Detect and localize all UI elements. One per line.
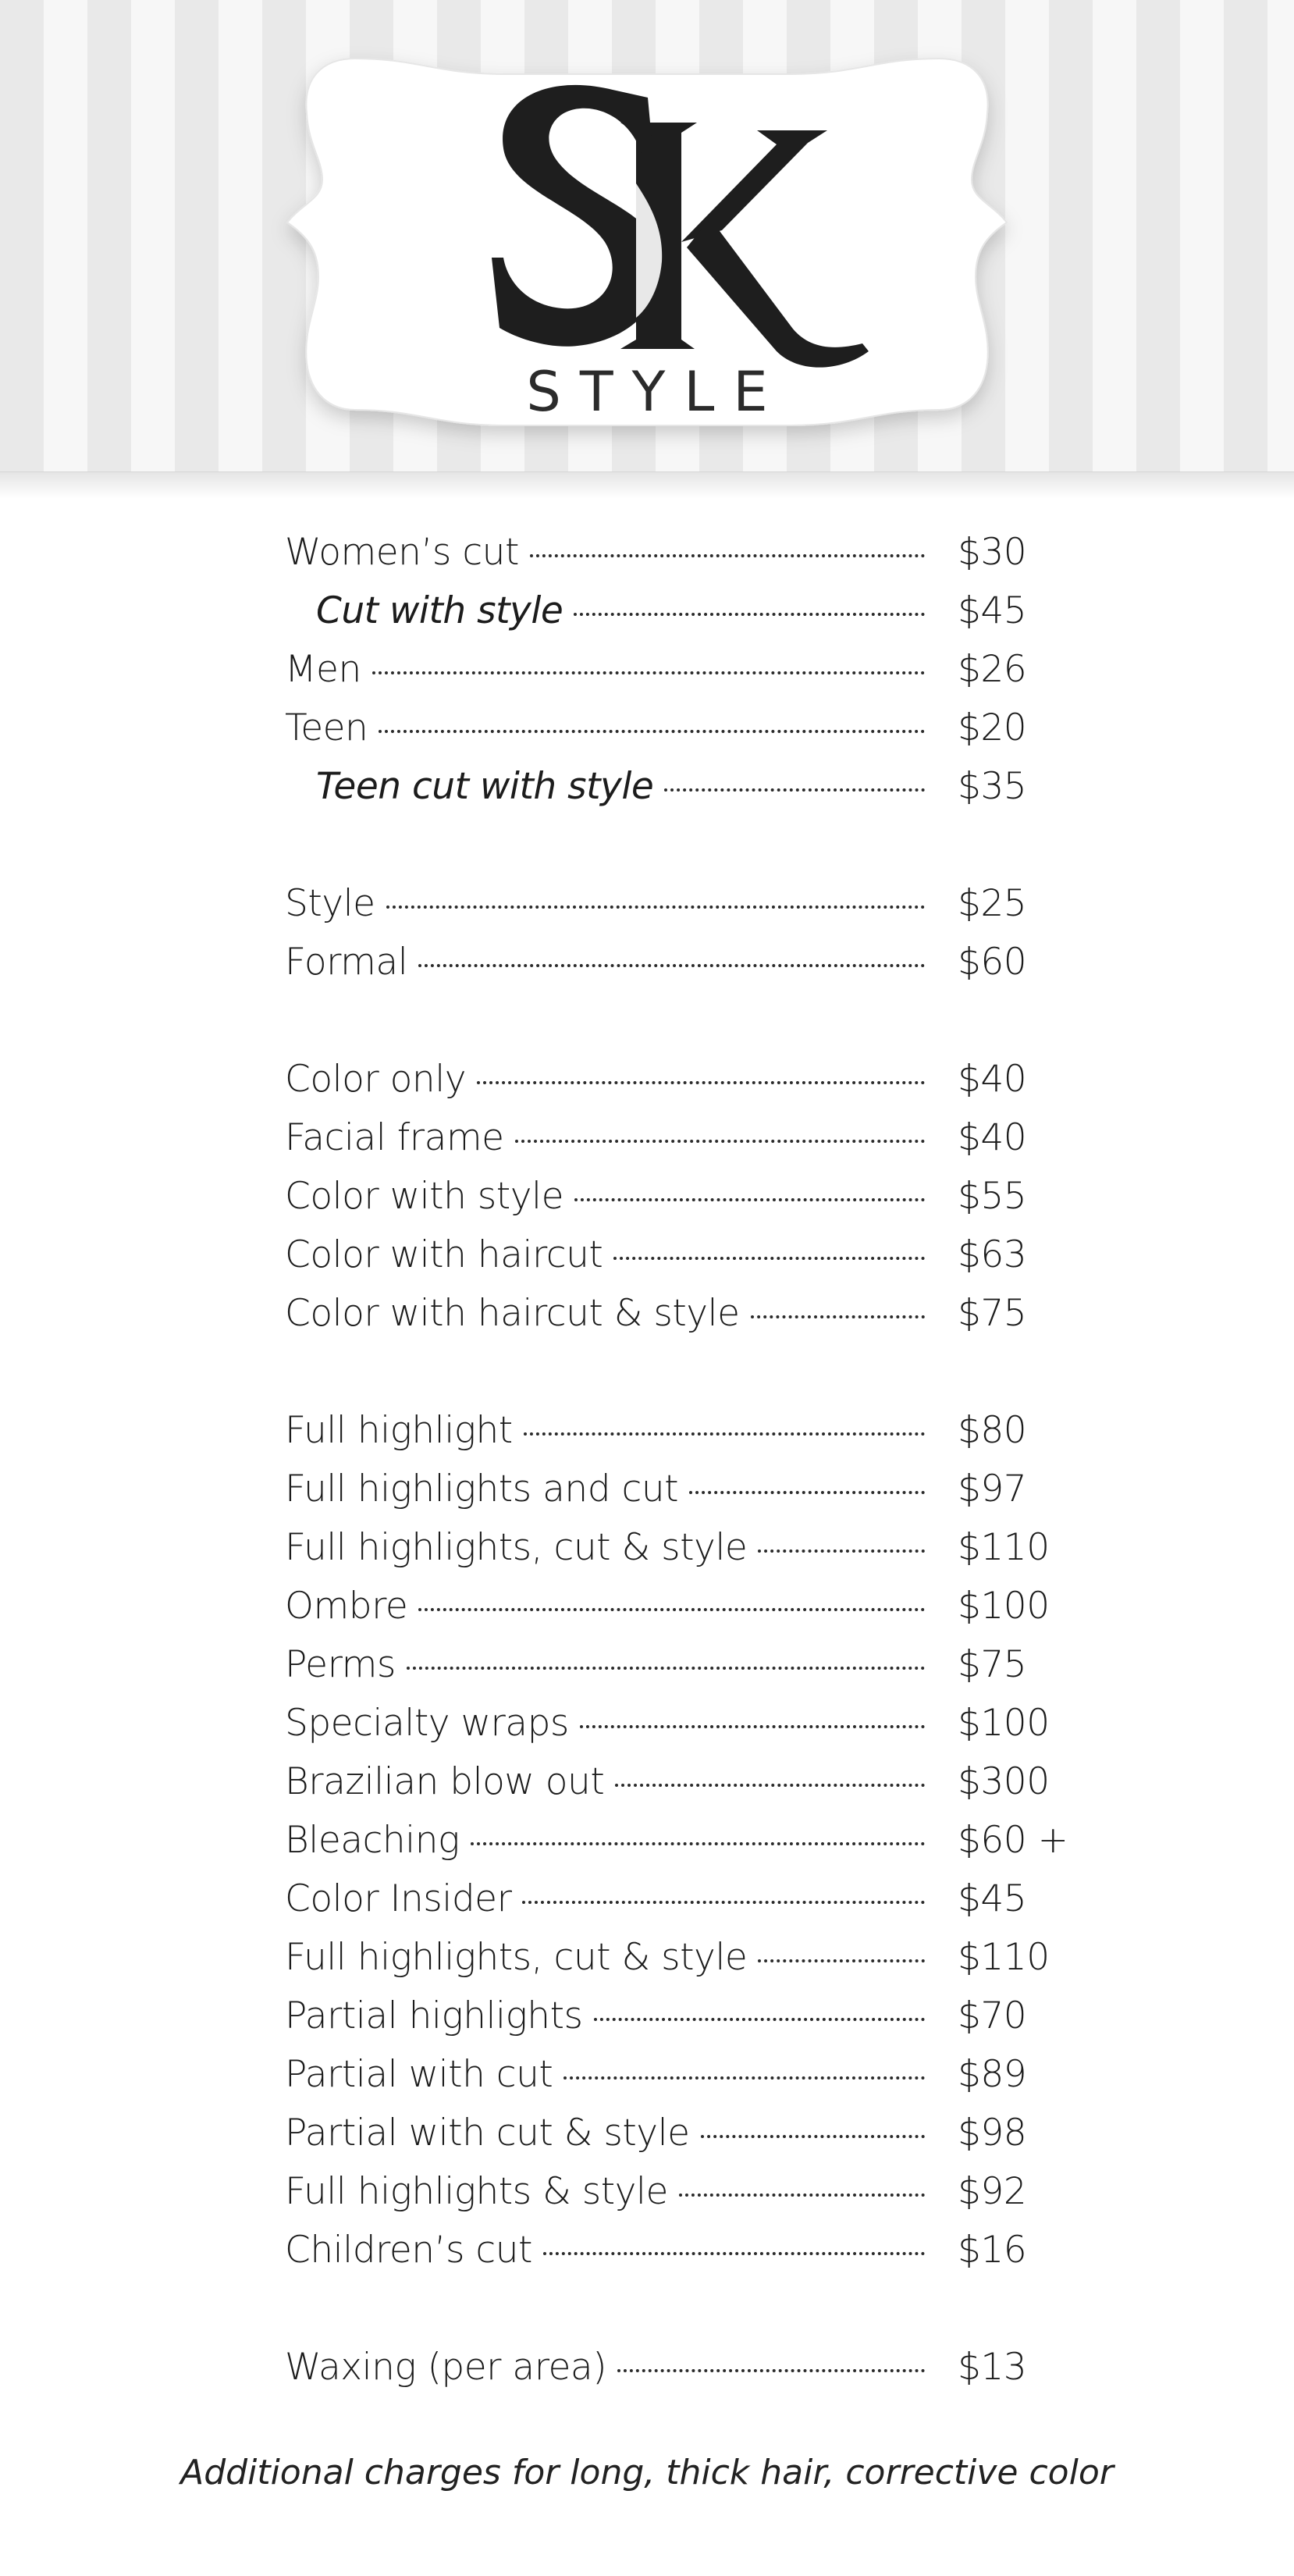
menu-row (285, 1284, 1065, 1343)
service-price: $60 + (958, 1819, 1068, 1862)
service-name: Color with haircut & style (285, 1292, 740, 1335)
dot-leader (530, 554, 925, 557)
service-name: Bleaching (285, 1819, 460, 1862)
menu-row (285, 1635, 1065, 1694)
service-name: Style (285, 882, 375, 925)
service-price: $55 (958, 1175, 1027, 1218)
service-price: $30 (958, 531, 1027, 574)
dot-leader (617, 2369, 925, 2372)
menu-row (285, 1460, 1065, 1518)
service-name: Full highlights, cut & style (285, 1526, 748, 1569)
service-price: $98 (958, 2112, 1027, 2154)
dot-leader (758, 1959, 925, 1962)
dot-leader (563, 2076, 925, 2080)
service-price: $110 (958, 1936, 1050, 1979)
dot-leader (751, 1315, 925, 1318)
menu-row (285, 2338, 1065, 2396)
menu-row (285, 874, 1065, 933)
menu-row (285, 2045, 1065, 2104)
service-name: Specialty wraps (285, 1702, 569, 1745)
service-price: $20 (958, 706, 1027, 749)
menu-row (285, 699, 1065, 757)
service-price: $110 (958, 1526, 1050, 1569)
service-price: $16 (958, 2229, 1027, 2272)
service-price: $80 (958, 1409, 1027, 1452)
menu-row (285, 523, 1065, 582)
service-price: $97 (958, 1468, 1027, 1510)
menu-row (285, 1108, 1065, 1167)
menu-row (285, 1050, 1065, 1108)
menu-row (285, 2221, 1065, 2279)
dot-leader (471, 1842, 925, 1845)
dot-leader (679, 2194, 925, 2197)
service-price: $40 (958, 1058, 1027, 1101)
service-price: $40 (958, 1116, 1027, 1159)
service-price: $75 (958, 1643, 1027, 1686)
service-name: Formal (285, 941, 408, 984)
service-price: $60 (958, 941, 1027, 984)
dot-leader (524, 1432, 925, 1436)
service-price: $45 (958, 1877, 1027, 1920)
menu-row (285, 1987, 1065, 2045)
menu-row (285, 1870, 1065, 1928)
service-name: Teen cut with style (316, 765, 654, 808)
service-name: Teen (285, 706, 368, 749)
service-name: Waxing (per area) (285, 2346, 607, 2389)
service-name: Children’s cut (285, 2229, 532, 2272)
service-price: $300 (958, 1760, 1050, 1803)
menu-row (285, 1401, 1065, 1460)
service-name: Partial highlights (285, 1994, 583, 2037)
menu-row (285, 1928, 1065, 1987)
dot-leader (615, 1784, 925, 1787)
menu-row (285, 1518, 1065, 1577)
dot-leader (580, 1725, 925, 1728)
service-name: Color only (285, 1058, 467, 1101)
service-price: $92 (958, 2170, 1027, 2213)
service-name: Cut with style (316, 589, 563, 632)
menu-row (285, 1811, 1068, 1870)
service-name: Facial frame (285, 1116, 504, 1159)
service-name: Men (285, 648, 361, 691)
service-price: $13 (958, 2346, 1027, 2389)
dot-leader (701, 2135, 925, 2138)
menu-row (285, 2162, 1065, 2221)
service-price: $100 (958, 1702, 1050, 1745)
brand-wordmark: STYLE (526, 360, 787, 424)
menu-row (285, 582, 1065, 640)
service-price: $63 (958, 1233, 1027, 1276)
service-name: Partial with cut (285, 2053, 553, 2096)
service-price: $25 (958, 882, 1027, 925)
menu-row (285, 1577, 1065, 1635)
service-price: $89 (958, 2053, 1027, 2096)
dot-leader (418, 1608, 925, 1611)
service-name: Ombre (285, 1585, 408, 1628)
service-name: Brazilian blow out (285, 1760, 605, 1803)
service-name: Color Insider (285, 1877, 512, 1920)
service-price: $100 (958, 1585, 1050, 1628)
menu-row (285, 1752, 1065, 1811)
menu-row (285, 2104, 1065, 2162)
dot-leader (594, 2018, 925, 2021)
dot-leader (574, 613, 925, 616)
menu-row (285, 640, 1065, 699)
service-price: $70 (958, 1994, 1027, 2037)
service-name: Color with haircut (285, 1233, 603, 1276)
service-name: Partial with cut & style (285, 2112, 690, 2154)
service-name: Full highlights and cut (285, 1468, 679, 1510)
service-price: $45 (958, 589, 1027, 632)
dot-leader (407, 1667, 925, 1670)
service-price: $75 (958, 1292, 1027, 1335)
dot-leader (372, 671, 925, 674)
dot-leader (543, 2252, 925, 2255)
dot-leader (664, 788, 925, 792)
menu-row (285, 1167, 1065, 1226)
service-name: Full highlights & style (285, 2170, 668, 2213)
dot-leader (522, 1901, 925, 1904)
service-name: Full highlight (285, 1409, 513, 1452)
service-name: Women’s cut (285, 531, 519, 574)
service-name: Full highlights, cut & style (285, 1936, 748, 1979)
service-name: Color with style (285, 1175, 564, 1218)
service-price: $35 (958, 765, 1027, 808)
service-price: $26 (958, 648, 1027, 691)
dot-leader (515, 1140, 925, 1143)
menu-row (285, 757, 1065, 816)
dot-leader (574, 1198, 925, 1201)
dot-leader (418, 964, 925, 967)
dot-leader (386, 906, 925, 909)
dot-leader (613, 1257, 925, 1260)
footnote: Additional charges for long, thick hair, corrective color (180, 2453, 1114, 2492)
menu-row (285, 933, 1065, 991)
menu-row (285, 1226, 1065, 1284)
dot-leader (689, 1491, 925, 1494)
dot-leader (379, 730, 925, 733)
menu-row (285, 1694, 1065, 1752)
service-name: Perms (285, 1643, 396, 1686)
dot-leader (758, 1550, 925, 1553)
dot-leader (477, 1081, 925, 1084)
